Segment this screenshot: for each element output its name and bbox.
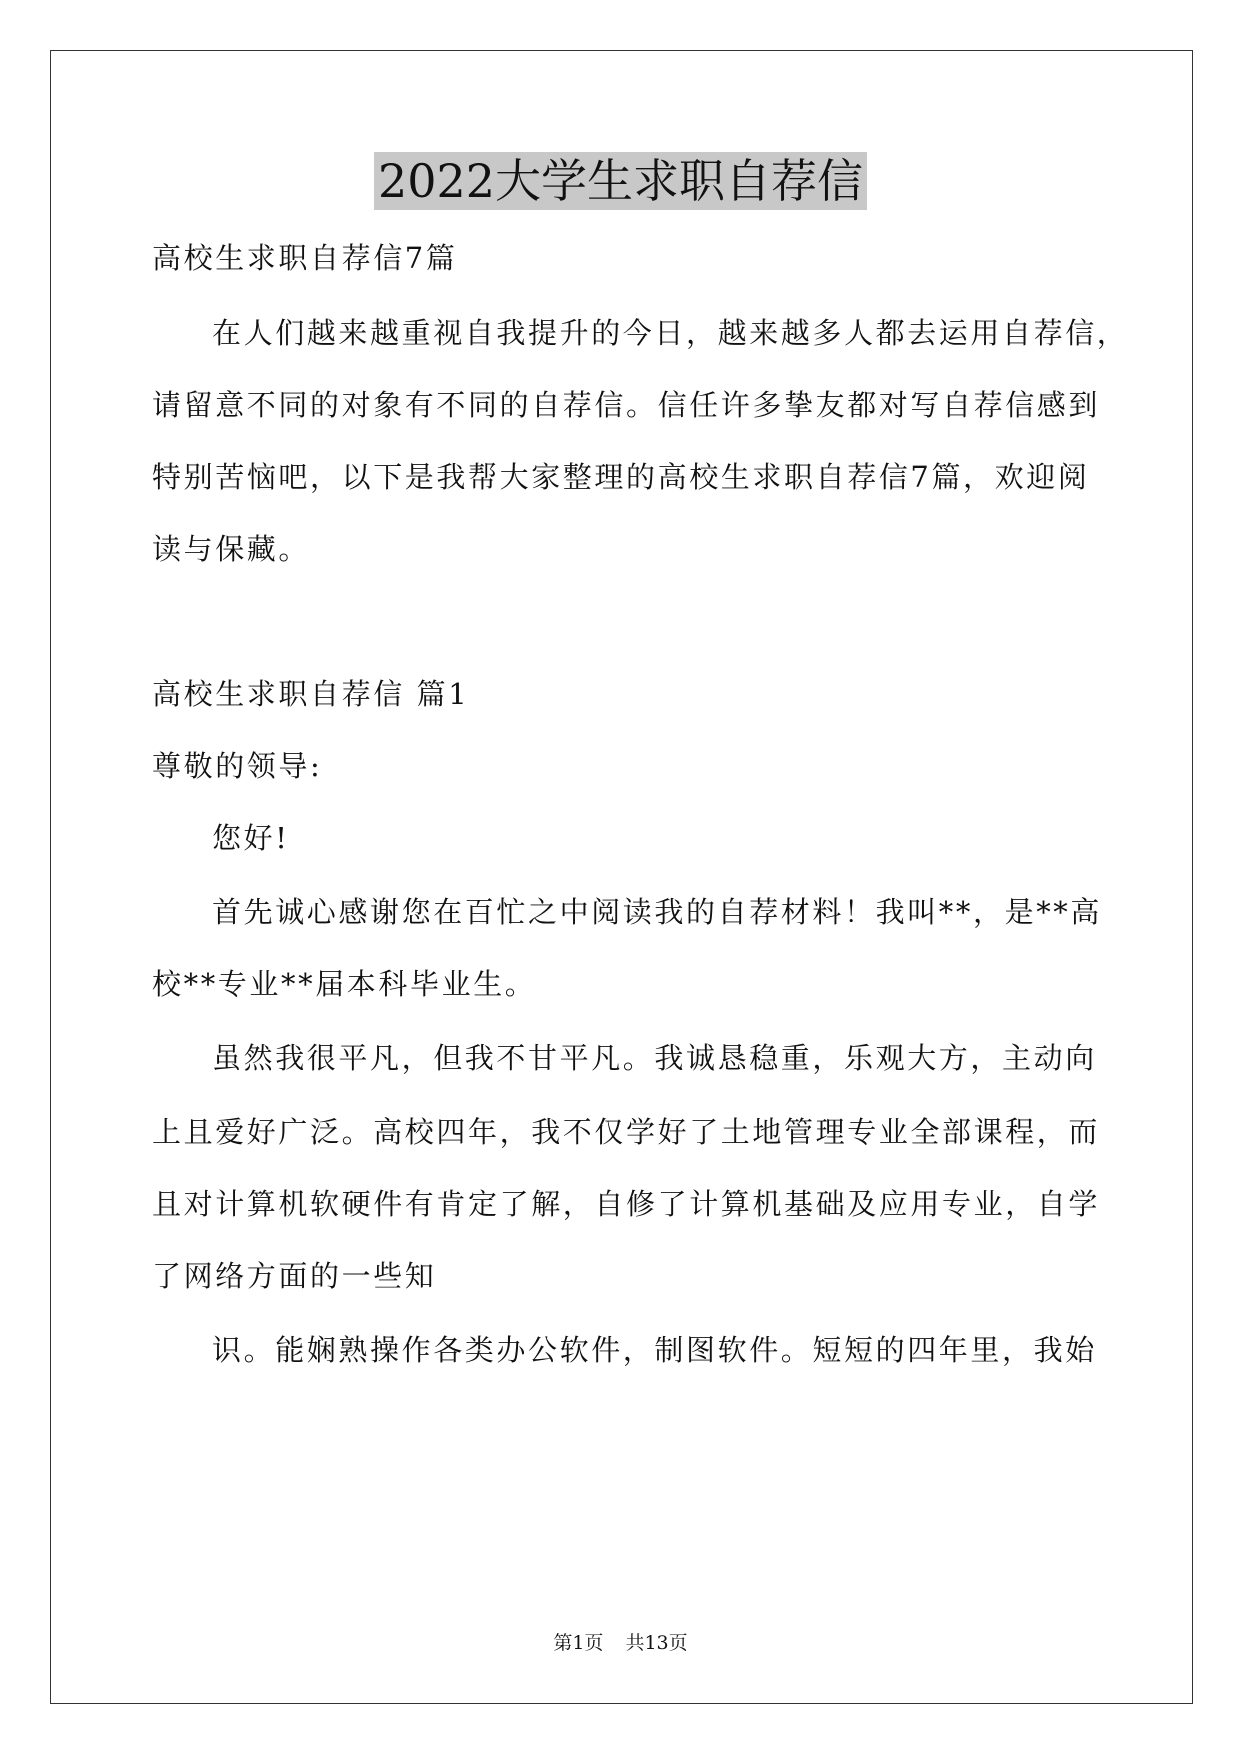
paragraph-line: 特别苦恼吧，以下是我帮大家整理的高校生求职自荐信7篇，欢迎阅 xyxy=(152,460,1090,494)
paragraph-line: 了网络方面的一些知 xyxy=(152,1259,437,1293)
page-border xyxy=(50,50,1193,1704)
section-heading: 高校生求职自荐信 篇1 xyxy=(152,677,470,711)
paragraph-line: 首先诚心感谢您在百忙之中阅读我的自荐材料！我叫**，是**高 xyxy=(212,895,1103,929)
subtitle-line: 高校生求职自荐信7篇 xyxy=(152,241,458,275)
paragraph-line: 校**专业**届本科毕业生。 xyxy=(152,967,537,1001)
document-title: 2022大学生求职自荐信 xyxy=(374,152,867,210)
paragraph-line: 请留意不同的对象有不同的自荐信。信任许多挚友都对写自荐信感到 xyxy=(152,388,1101,422)
paragraph-line: 且对计算机软硬件有肯定了解，自修了计算机基础及应用专业，自学 xyxy=(152,1187,1101,1221)
page-total: 共13页 xyxy=(625,1632,688,1654)
page-number: 第1页 xyxy=(553,1632,604,1654)
paragraph-line: 识。能娴熟操作各类办公软件，制图软件。短短的四年里，我始 xyxy=(212,1333,1097,1367)
salutation-line: 尊敬的领导: xyxy=(152,749,323,783)
paragraph-line: 读与保藏。 xyxy=(152,532,311,566)
title-container xyxy=(0,152,1241,210)
paragraph-line: 上且爱好广泛。高校四年，我不仅学好了土地管理专业全部课程，而 xyxy=(152,1115,1101,1149)
greeting-line: 您好! xyxy=(212,821,290,855)
page-footer xyxy=(0,1630,1241,1656)
paragraph-line: 虽然我很平凡，但我不甘平凡。我诚恳稳重，乐观大方，主动向 xyxy=(212,1041,1097,1075)
paragraph-line: 在人们越来越重视自我提升的今日，越来越多人都去运用自荐信， xyxy=(212,316,1129,350)
